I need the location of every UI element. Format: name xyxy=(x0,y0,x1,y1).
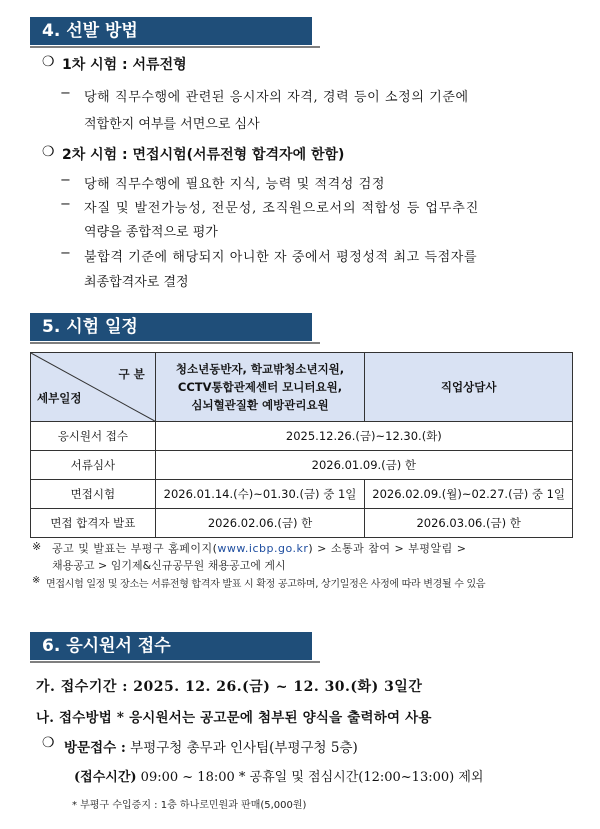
reception-method: 나. 접수방법 * 응시원서는 공고문에 첨부된 양식을 출력하여 사용 xyxy=(36,710,432,726)
corner-top-label: 구 분 xyxy=(118,367,145,381)
bullet-icon: ❍ xyxy=(42,144,55,160)
revenue-stamp-note: * 부평구 수입증지 : 1층 하나로민원과 판매(5,000원) xyxy=(72,800,307,811)
item2-desc-3-line2: 최종합격자로 결정 xyxy=(84,275,189,290)
note-mark-icon: ※ xyxy=(32,575,41,586)
row-label: 서류심사 xyxy=(31,451,156,480)
note1-line1 xyxy=(52,540,466,556)
section-4-title: 4. 선발 방법 xyxy=(42,21,138,41)
item1-heading: 1차 시험 : 서류전형 xyxy=(62,57,187,73)
table-row xyxy=(31,509,573,538)
table-corner-cell xyxy=(31,353,156,422)
item2-desc-2-line1: 자질 및 발전가능성, 전문성, 조직원으로서의 적합성 등 업무추진 xyxy=(84,201,480,216)
table-header-row xyxy=(31,353,573,422)
row-value: 2026.01.14.(수)~01.30.(금) 중 1일 xyxy=(155,480,365,509)
corner-bottom-label: 세부일정 xyxy=(37,391,82,405)
item2-heading: 2차 시험 : 면접시험(서류전형 합격자에 한함) xyxy=(62,147,345,163)
time-body: 09:00 ~ 18:00 * 공휴일 및 점심시간(12:00~13:00) 제외 xyxy=(136,770,484,785)
bullet-icon: ❍ xyxy=(42,735,55,751)
bullet-icon: ❍ xyxy=(42,54,55,70)
row-value: 2025.12.26.(금)~12.30.(화) xyxy=(155,422,572,451)
section-4-header xyxy=(30,17,312,45)
row-value: 2026.01.09.(금) 한 xyxy=(155,451,572,480)
section-5-header xyxy=(30,313,312,341)
note1-text-a: 공고 및 발표는 부평구 홈페이지( xyxy=(52,542,218,555)
section-5-title: 5. 시험 일정 xyxy=(42,317,138,337)
note1-text-b: ) > 소통과 참여 > 부평알림 > xyxy=(308,542,467,555)
note2-text: 면접시험 일정 및 장소는 서류전형 합격자 발표 시 확정 공고하며, 상기일정은 사정에 따라 변경될 수 있음 xyxy=(46,579,486,590)
note1-line2: 채용공고 > 임기제&신규공무원 채용공고에 게시 xyxy=(52,559,286,572)
row-label: 면접 합격자 발표 xyxy=(31,509,156,538)
schedule-table xyxy=(30,352,573,538)
homepage-link[interactable]: www.icbp.go.kr xyxy=(217,542,309,555)
visit-head: 방문접수 : xyxy=(64,740,126,756)
table-row xyxy=(31,422,573,451)
table-row xyxy=(31,480,573,509)
visit-body: 부평구청 총무과 인사팀(부평구청 5층) xyxy=(125,740,358,756)
dash-icon: − xyxy=(60,173,71,188)
item2-desc-3-line1: 불합격 기준에 해당되지 아니한 자 중에서 평정성적 최고 득점자를 xyxy=(84,250,478,265)
col1-line2: CCTV통합관제센터 모니터요원, xyxy=(177,380,343,394)
column-header-counselor: 직업상담사 xyxy=(365,353,573,422)
row-label: 응시원서 접수 xyxy=(31,422,156,451)
visit-reception xyxy=(64,736,358,756)
row-label: 면접시험 xyxy=(31,480,156,509)
reception-period: 가. 접수기간 : 2025. 12. 26.(금) ~ 12. 30.(화) 3일간 xyxy=(36,679,423,695)
reception-hours xyxy=(74,766,483,785)
section-6-title: 6. 응시원서 접수 xyxy=(42,636,171,656)
time-head: (접수시간) xyxy=(74,770,137,785)
row-value: 2026.03.06.(금) 한 xyxy=(365,509,573,538)
note-mark-icon: ※ xyxy=(32,540,42,553)
row-value: 2026.02.09.(월)~02.27.(금) 중 1일 xyxy=(365,480,573,509)
item2-desc-1: 당해 직무수행에 필요한 지식, 능력 및 적격성 검정 xyxy=(84,177,386,192)
item1-desc-line2: 적합한지 여부를 서면으로 심사 xyxy=(84,117,260,132)
dash-icon: − xyxy=(60,246,71,261)
column-header-youth xyxy=(155,353,365,422)
dash-icon: − xyxy=(60,197,71,212)
col1-line3: 심뇌혈관질환 예방관리요원 xyxy=(191,398,329,412)
row-value: 2026.02.06.(금) 한 xyxy=(155,509,365,538)
table-row xyxy=(31,451,573,480)
dash-icon: − xyxy=(60,86,71,101)
section-6-header xyxy=(30,632,312,660)
item1-desc-line1: 당해 직무수행에 관련된 응시자의 자격, 경력 등이 소정의 기준에 xyxy=(84,90,469,105)
item2-desc-2-line2: 역량을 종합적으로 평가 xyxy=(84,225,218,240)
col1-line1: 청소년동반자, 학교밖청소년지원, xyxy=(175,362,345,376)
